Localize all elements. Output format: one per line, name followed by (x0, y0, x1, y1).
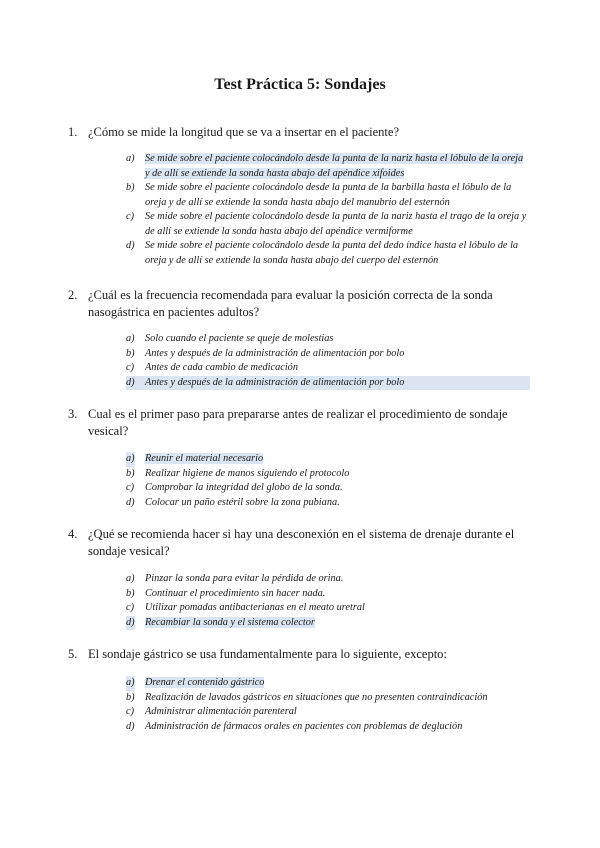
question-5 (68, 646, 528, 663)
option-a (126, 676, 530, 691)
option-a (126, 572, 530, 587)
option-letter: b) (126, 587, 135, 599)
option-c (126, 361, 530, 376)
question-text: ¿Qué se recomienda hacer si hay una desconexión en el sistema de drenaje durante el sondaje vesical? (88, 527, 515, 558)
option-letter: c) (126, 362, 134, 373)
options-3 (126, 452, 530, 510)
option-b (126, 467, 530, 482)
options-4 (126, 572, 530, 630)
question-1 (68, 124, 528, 141)
option-b (126, 181, 530, 210)
option-letter: d) (126, 616, 135, 631)
option-text: Utilizar pomadas antibacterianas en el meato uretral (145, 602, 365, 613)
option-letter: d) (126, 496, 135, 508)
option-letter: a) (126, 573, 135, 584)
question-4 (68, 526, 528, 560)
option-b (126, 347, 530, 362)
page-title: Test Práctica 5: Sondajes (214, 76, 386, 93)
option-c (126, 705, 530, 720)
option-text: Se mide sobre el paciente colocándolo desde la punta de la nariz hasta el trago de la oreja y de allí se extiende la sonda hasta abajo del apéndice vermiforme (145, 211, 527, 237)
option-letter: d) (126, 376, 135, 388)
question-number: 2. (68, 288, 78, 302)
options-2 (126, 332, 530, 390)
option-d (126, 720, 530, 735)
question-text: ¿Cómo se mide la longitud que se va a insertar en el paciente? (88, 125, 399, 139)
option-b (126, 691, 530, 706)
option-letter: a) (126, 452, 135, 467)
option-c (126, 210, 530, 239)
option-text: Realizar higiene de manos siguiendo el protocolo (145, 467, 350, 479)
question-text: El sondaje gástrico se usa fundamentalmente para lo siguiente, excepto: (88, 647, 447, 661)
question-number: 4. (68, 527, 78, 541)
question-text: Cual es el primer paso para prepararse antes de realizar el procedimiento de sondaje vesical? (88, 407, 508, 438)
option-text: Comprobar la integridad del globo de la sonda. (145, 482, 343, 493)
option-b (126, 587, 530, 602)
option-text: Administración de fármacos orales en pacientes con problemas de deglución (145, 720, 463, 732)
option-letter: d) (126, 240, 135, 251)
option-letter: c) (126, 482, 134, 493)
question-text: ¿Cuál es la frecuencia recomendada para evaluar la posición correcta de la sonda nasogástrica en pacientes adultos? (88, 288, 493, 319)
option-text: Realización de lavados gástricos en situaciones que no presenten contraindicación (145, 691, 488, 703)
option-letter: b) (126, 691, 135, 703)
option-c (126, 481, 530, 496)
option-text: Pinzar la sonda para evitar la pérdida de orina. (145, 573, 344, 584)
option-d (126, 239, 530, 268)
option-text-highlighted: Se mide sobre el paciente colocándolo desde la punta de la nariz hasta el lóbulo de la oreja y de allí se extiende la sonda hasta abajo del apéndice xifoides (145, 153, 524, 179)
question-3 (68, 406, 528, 440)
option-letter: b) (126, 467, 135, 479)
option-text-highlighted: Drenar el contenido gástrico (145, 677, 265, 688)
option-letter: c) (126, 602, 134, 613)
option-a (126, 152, 530, 181)
option-text-highlighted: Reunir el material necesario (145, 453, 264, 464)
question-2 (68, 287, 528, 321)
option-letter: a) (126, 333, 135, 344)
option-text-highlighted: Recambiar la sonda y el sistema colector (145, 616, 315, 628)
option-d (126, 496, 530, 511)
question-number: 5. (68, 647, 78, 661)
option-text: Colocar un paño estéril sobre la zona pubiana. (145, 496, 340, 508)
options-5 (126, 676, 530, 734)
option-text: Administrar alimentación parenteral (145, 706, 297, 717)
option-letter: a) (126, 676, 135, 691)
option-text: Se mide sobre el paciente colocándolo desde la punta del dedo índice hasta el lóbulo de la oreja y de allí se extiende la sonda hasta abajo del cuerpo del esternón (145, 240, 519, 266)
option-text: Continuar el procedimiento sin hacer nada. (145, 587, 326, 599)
option-c (126, 601, 530, 616)
option-a (126, 452, 530, 467)
option-text: Antes de cada cambio de medicación (145, 362, 298, 373)
question-number: 1. (68, 125, 78, 139)
option-letter: b) (126, 347, 135, 359)
question-number: 3. (68, 407, 78, 421)
option-text: Antes y después de la administración de alimentación por bolo (145, 347, 405, 359)
option-d (126, 376, 530, 391)
option-letter: d) (126, 720, 135, 732)
options-1 (126, 152, 530, 268)
option-a (126, 332, 530, 347)
option-d (126, 616, 530, 631)
option-letter: c) (126, 706, 134, 717)
option-text: Se mide sobre el paciente colocándolo desde la punta de la barbilla hasta el lóbulo de la oreja y de allí se extiende la sonda hasta abajo del manubrio del esternón (145, 182, 512, 208)
option-text: Solo cuando el paciente se queje de molestias (145, 333, 334, 344)
option-letter: b) (126, 182, 135, 193)
option-letter: c) (126, 211, 134, 222)
option-letter: a) (126, 153, 135, 164)
option-text-highlighted: Antes y después de la administración de alimentación por bolo (145, 376, 405, 388)
